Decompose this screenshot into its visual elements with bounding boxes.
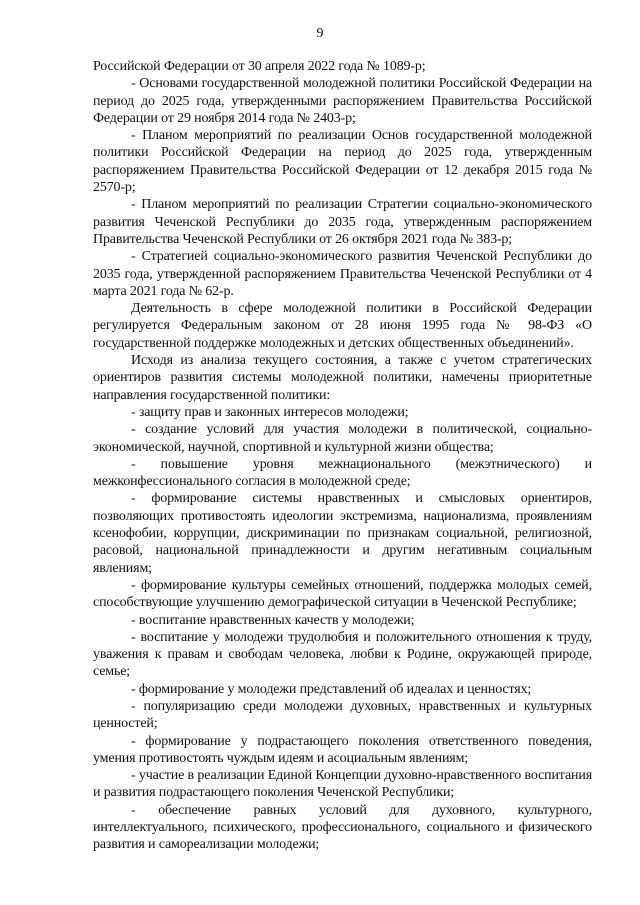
list-item: - повышение уровня межнационального (межэтнического) и межконфессионального согласия в молодежной среде; [93,456,592,490]
list-item: - обеспечение равных условий для духовного, культурного, интеллектуального, психического, профессионального, социального и физического развития и самореализации молодежи; [93,802,592,853]
list-item: - защиту прав и законных интересов молодежи; [131,404,409,420]
list-item: - создание условий для участия молодежи в политической, социально-экономической, научной, спортивной и культурной жизни общества; [93,422,592,455]
document-body [93,58,592,854]
list-item: - формирование у молодежи представлений об идеалах и ценностях; [131,681,532,697]
list-item: - Основами государственной молодежной политики Российской Федерации на период до 2025 года, утвержденными распоряжением Правительства Российской Федерации от 29 ноября 2014 года № 2403-р; [93,76,592,126]
list-item: - воспитание у молодежи трудолюбия и положительного отношения к труду, уважения к правам и свободам человека, любви к Родине, окружающей природе, семье; [93,629,592,680]
list-item: - воспитание нравственных качеств у молодежи; [131,612,415,628]
list-item: - Планом мероприятий по реализации Основ государственной молодежной политики Российской Федерации на период до 2025 года, утвержденным распоряжением Правительства Российской Федерации от 12 декабря 2015 года № 2570-р; [93,128,592,196]
paragraph: Российской Федерации от 30 апреля 2022 года № 1089-р; [93,59,426,74]
list-item: - Планом мероприятий по реализации Стратегии социально-экономического развития Чеченской Республики до 2035 года, утвержденным распоряжением Правительства Чеченской Республики от 26 октября 2021 года № 383-р; [93,197,592,247]
list-item: - участие в реализации Единой Концепции духовно-нравственного воспитания и развития подрастающего поколения Чеченской Республики; [93,768,592,801]
paragraph: Исходя из анализа текущего состояния, а также с учетом стратегических ориентиров развития системы молодежной политики, намечены приоритетные направления государственной политики: [93,353,592,403]
paragraph: Деятельность в сфере молодежной политики в Российской Федерации регулируется Федеральным законом от 28 июня 1995 года № 98-ФЗ «О государственной поддержке молодежных и детских общественных объединений». [93,301,592,351]
list-item: - Стратегией социально-экономического развития Чеченской Республики до 2035 года, утвержденной распоряжением Правительства Чеченской Республики от 4 марта 2021 года № 62-р. [93,249,592,299]
list-item: - формирование культуры семейных отношений, поддержка молодых семей, способствующие улучшению демографической ситуации в Чеченской Республике; [93,577,592,611]
list-item: - популяризацию среди молодежи духовных, нравственных и культурных ценностей; [93,698,592,732]
page-number: 9 [316,26,324,41]
list-item: - формирование системы нравственных и смысловых ориентиров, позволяющих противостоять идеологии экстремизма, национализма, проявлениям ксенофобии, коррупции, дискриминации по признакам социальной, религиозной, расовой, национальной принадлежности и другим негативным социальным явлениям; [93,491,592,576]
list-item: - формирование у подрастающего поколения ответственного поведения, умения противостоять чуждым идеям и асоциальным явлениям; [93,733,592,766]
